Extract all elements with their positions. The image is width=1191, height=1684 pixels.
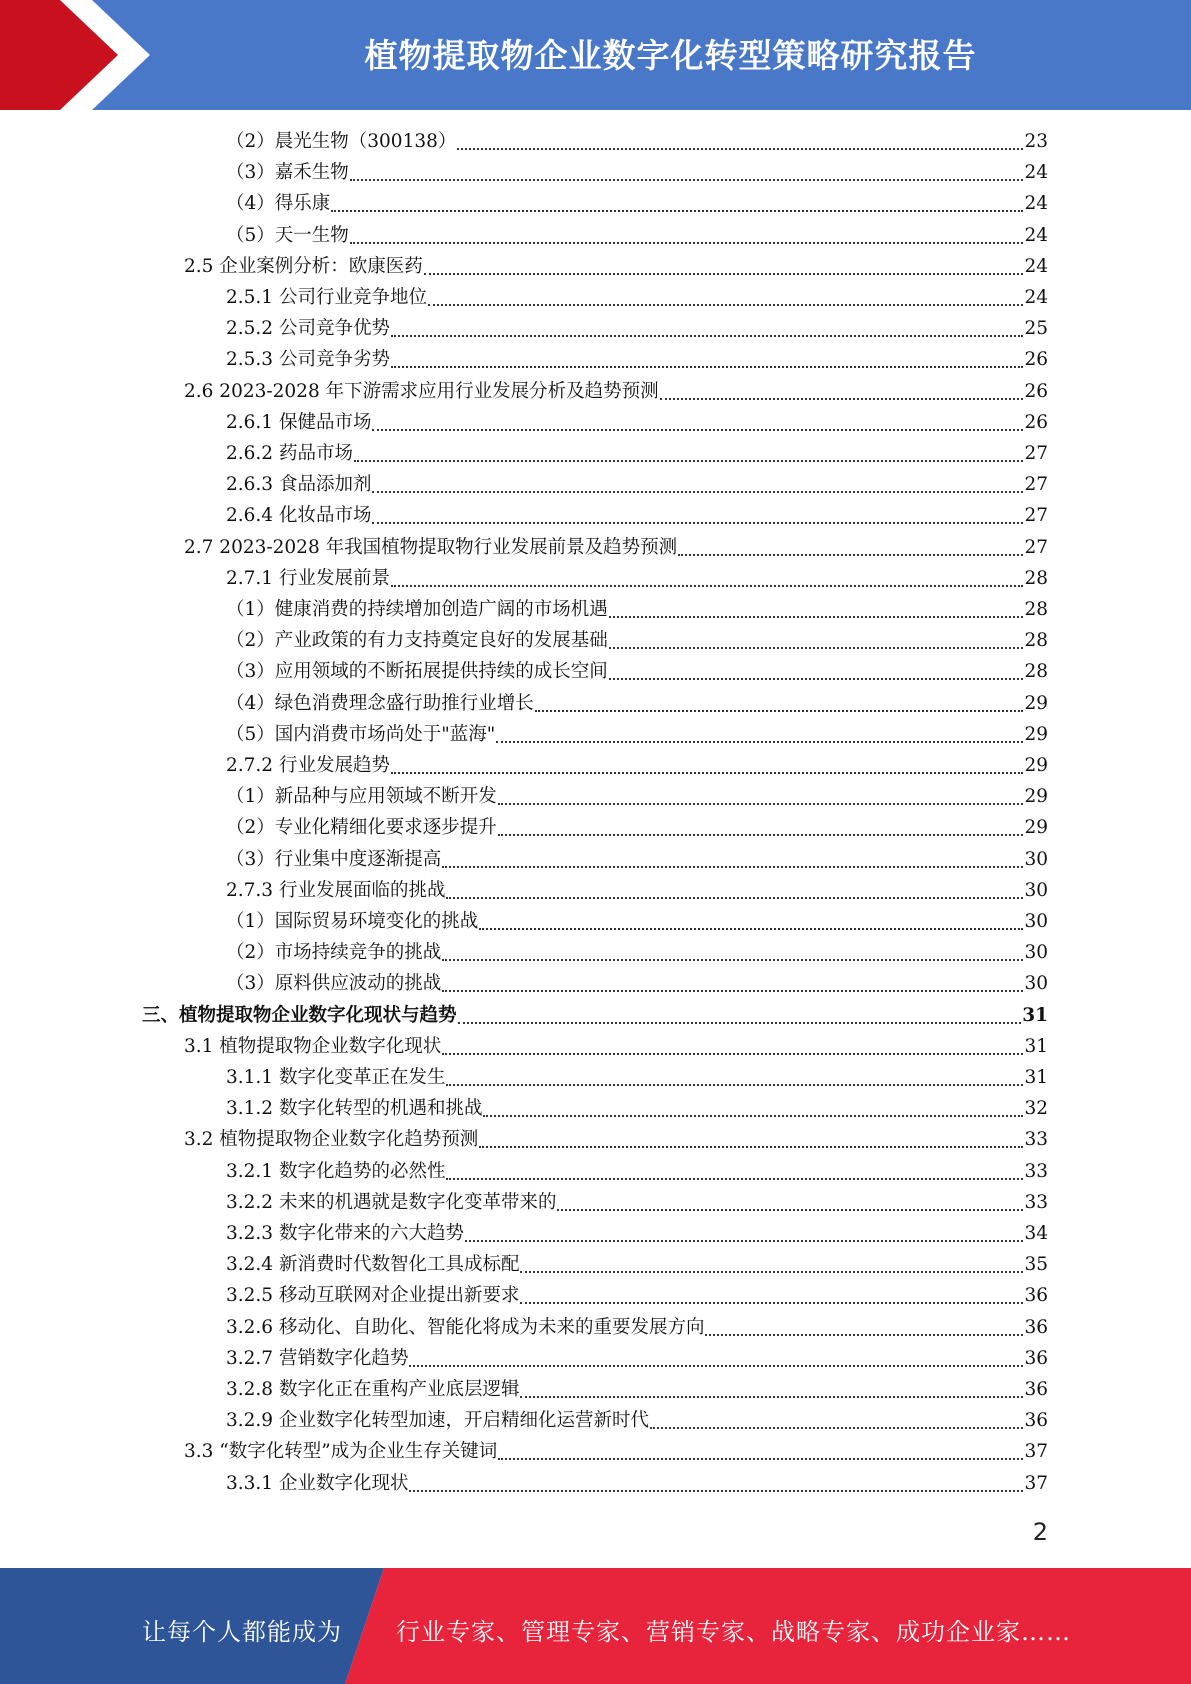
toc-entry-page: 33 bbox=[1024, 1191, 1048, 1213]
toc-entry[interactable] bbox=[226, 1188, 1048, 1218]
toc-dot-leader bbox=[520, 1302, 1023, 1304]
toc-entry-title: 2.5 企业案例分析：欧康医药 bbox=[184, 255, 423, 277]
toc-entry-title: 2.5.2 公司竞争优势 bbox=[226, 318, 390, 340]
toc-entry[interactable] bbox=[226, 1250, 1048, 1280]
toc-entry[interactable] bbox=[226, 751, 1048, 781]
toc-entry[interactable] bbox=[226, 501, 1048, 531]
toc-entry[interactable] bbox=[226, 1469, 1048, 1499]
toc-entry-title: 2.6.4 化妆品市场 bbox=[226, 505, 372, 527]
toc-dot-leader bbox=[496, 741, 1023, 743]
toc-entry-page: 29 bbox=[1024, 692, 1048, 714]
toc-entry-title: 2.6.3 食品添加剂 bbox=[226, 474, 372, 496]
toc-dot-leader bbox=[391, 335, 1023, 337]
toc-dot-leader bbox=[442, 866, 1023, 868]
toc-dot-leader bbox=[424, 273, 1024, 275]
toc-entry[interactable] bbox=[226, 283, 1048, 313]
toc-entry[interactable] bbox=[226, 1094, 1048, 1124]
toc-entry[interactable] bbox=[226, 782, 1048, 812]
toc-dot-leader bbox=[446, 897, 1023, 899]
toc-dot-leader bbox=[498, 1458, 1023, 1460]
toc-dot-leader bbox=[465, 1240, 1023, 1242]
toc-entry-page: 36 bbox=[1024, 1316, 1048, 1338]
toc-entry[interactable] bbox=[184, 252, 1048, 282]
toc-entry[interactable] bbox=[226, 345, 1048, 375]
toc-entry[interactable] bbox=[226, 1313, 1048, 1343]
toc-dot-leader bbox=[498, 834, 1024, 836]
toc-dot-leader bbox=[372, 429, 1023, 431]
toc-dot-leader bbox=[350, 242, 1024, 244]
toc-entry-page: 36 bbox=[1024, 1347, 1048, 1369]
toc-entry-page: 27 bbox=[1024, 474, 1048, 496]
toc-entry-page: 32 bbox=[1024, 1098, 1048, 1120]
toc-entry-title: 3.2.4 新消费时代数智化工具成标配 bbox=[226, 1254, 520, 1276]
toc-dot-leader bbox=[442, 990, 1023, 992]
toc-dot-leader bbox=[350, 179, 1024, 181]
toc-entry-page: 29 bbox=[1024, 723, 1048, 745]
toc-entry-page: 27 bbox=[1024, 505, 1048, 527]
toc-entry-title: 2.7.2 行业发展趋势 bbox=[226, 755, 390, 776]
toc-dot-leader bbox=[409, 1365, 1023, 1367]
footer-slogan-left: 让每个人都能成为 bbox=[142, 1618, 342, 1646]
toc-entry-title: 3.2.9 企业数字化转型加速，开启精细化运营新时代 bbox=[226, 1410, 649, 1432]
toc-entry-title: 2.6.2 药品市场 bbox=[226, 443, 353, 464]
toc-entry[interactable] bbox=[226, 876, 1048, 906]
toc-dot-leader bbox=[446, 1178, 1023, 1180]
toc-dot-leader bbox=[446, 1084, 1023, 1086]
toc-entry-page: 28 bbox=[1024, 661, 1048, 683]
toc-dot-leader bbox=[660, 398, 1024, 400]
toc-entry-title: （1）新品种与应用领域不断开发 bbox=[226, 786, 497, 808]
toc-entry[interactable] bbox=[226, 189, 1048, 219]
toc-dot-leader bbox=[479, 1146, 1023, 1148]
toc-dot-leader bbox=[457, 148, 1023, 150]
toc-dot-leader bbox=[409, 1490, 1023, 1492]
toc-entry-title: （4）绿色消费理念盛行助推行业增长 bbox=[226, 692, 534, 714]
toc-entry[interactable] bbox=[226, 938, 1048, 968]
toc-entry[interactable] bbox=[226, 969, 1048, 999]
toc-entry-title: 3.2.3 数字化带来的六大趋势 bbox=[226, 1223, 464, 1244]
toc-entry[interactable] bbox=[226, 720, 1048, 750]
toc-dot-leader bbox=[498, 803, 1024, 805]
toc-entry[interactable] bbox=[184, 533, 1048, 563]
toc-dot-leader bbox=[442, 1053, 1023, 1055]
toc-dot-leader bbox=[535, 710, 1024, 712]
toc-entry-page: 36 bbox=[1024, 1285, 1048, 1307]
toc-entry-page: 27 bbox=[1024, 536, 1048, 558]
toc-entry-title: （1）国际贸易环境变化的挑战 bbox=[226, 911, 479, 932]
toc-dot-leader bbox=[520, 1271, 1023, 1273]
toc-entry[interactable] bbox=[184, 1032, 1048, 1062]
toc-entry[interactable] bbox=[184, 377, 1048, 407]
toc-entry-title: 2.7.3 行业发展面临的挑战 bbox=[226, 879, 446, 901]
toc-entry-title: 2.6 2023-2028 年下游需求应用行业发展分析及趋势预测 bbox=[184, 380, 659, 402]
toc-entry-page: 27 bbox=[1024, 443, 1048, 464]
toc-entry-page: 37 bbox=[1024, 1441, 1048, 1463]
toc-entry-page: 26 bbox=[1024, 380, 1048, 402]
toc-entry-title: （3）原料供应波动的挑战 bbox=[226, 973, 442, 995]
toc-entry-title: （2）产业政策的有力支持奠定良好的发展基础 bbox=[226, 630, 608, 652]
toc-entry[interactable] bbox=[226, 1281, 1048, 1311]
toc-dot-leader bbox=[372, 522, 1023, 524]
toc-dot-leader bbox=[458, 1022, 1022, 1024]
toc-entry-title: 2.7.1 行业发展前景 bbox=[226, 567, 390, 589]
toc-entry[interactable] bbox=[226, 564, 1048, 594]
toc-entry[interactable] bbox=[226, 127, 1048, 157]
toc-entry-page: 24 bbox=[1024, 162, 1048, 184]
toc-dot-leader bbox=[442, 959, 1023, 961]
toc-dot-leader bbox=[428, 304, 1023, 306]
toc-entry-page: 35 bbox=[1024, 1254, 1048, 1276]
toc-entry-title: （5）国内消费市场尚处于"蓝海" bbox=[226, 723, 496, 745]
toc-entry-page: 31 bbox=[1022, 1004, 1048, 1026]
toc-dot-leader bbox=[678, 554, 1023, 556]
toc-entry-title: 3.2.5 移动互联网对企业提出新要求 bbox=[226, 1285, 520, 1307]
toc-dot-leader bbox=[557, 1209, 1023, 1211]
toc-entry[interactable] bbox=[184, 1437, 1048, 1467]
toc-entry[interactable] bbox=[184, 1125, 1048, 1155]
toc-dot-leader bbox=[650, 1427, 1023, 1429]
toc-dot-leader bbox=[372, 491, 1023, 493]
toc-entry-page: 30 bbox=[1024, 911, 1048, 932]
toc-entry-page: 36 bbox=[1024, 1379, 1048, 1400]
toc-entry-title: 3.3.1 企业数字化现状 bbox=[226, 1472, 409, 1494]
toc-entry-page: 24 bbox=[1024, 193, 1048, 215]
toc-entry-title: 3.2.8 数字化正在重构产业底层逻辑 bbox=[226, 1379, 520, 1400]
toc-entry-page: 31 bbox=[1024, 1067, 1048, 1088]
toc-entry[interactable] bbox=[226, 907, 1048, 937]
toc-entry-page: 30 bbox=[1024, 973, 1048, 995]
toc-entry[interactable] bbox=[226, 813, 1048, 843]
toc-entry[interactable] bbox=[226, 595, 1048, 625]
toc-entry[interactable] bbox=[226, 626, 1048, 656]
toc-entry-title: （1）健康消费的持续增加创造广阔的市场机遇 bbox=[226, 599, 608, 620]
toc-entry[interactable] bbox=[226, 1375, 1048, 1405]
toc-entry-page: 36 bbox=[1024, 1410, 1048, 1432]
toc-entry-page: 30 bbox=[1024, 848, 1048, 870]
report-title: 植物提取物企业数字化转型策略研究报告 bbox=[364, 36, 977, 75]
toc-entry-title: 2.6.1 保健品市场 bbox=[226, 411, 372, 433]
toc-dot-leader bbox=[354, 460, 1024, 462]
toc-entry[interactable] bbox=[226, 221, 1048, 251]
toc-entry-title: 3.2.7 营销数字化趋势 bbox=[226, 1347, 409, 1369]
toc-entry-page: 24 bbox=[1024, 287, 1048, 308]
toc-entry-title: 3.1.2 数字化转型的机遇和挑战 bbox=[226, 1098, 483, 1120]
footer-band bbox=[0, 1568, 1191, 1684]
toc-entry-title: 3.2.1 数字化趋势的必然性 bbox=[226, 1160, 446, 1182]
toc-entry-title: 2.5.3 公司竞争劣势 bbox=[226, 349, 390, 371]
toc-entry-page: 37 bbox=[1024, 1472, 1048, 1494]
toc-entry[interactable] bbox=[226, 408, 1048, 438]
toc-entry[interactable] bbox=[226, 1406, 1048, 1436]
toc-entry-title: （2）晨光生物（300138） bbox=[226, 131, 457, 152]
toc-entry[interactable] bbox=[226, 1063, 1048, 1093]
toc-dot-leader bbox=[391, 772, 1023, 774]
toc-entry-page: 29 bbox=[1024, 786, 1048, 808]
toc-entry-page: 26 bbox=[1024, 349, 1048, 371]
toc-entry-page: 24 bbox=[1024, 224, 1048, 246]
toc-entry-title: 2.5.1 公司行业竞争地位 bbox=[226, 287, 427, 308]
toc-entry-title: （3）行业集中度逐渐提高 bbox=[226, 848, 442, 870]
toc-entry-page: 28 bbox=[1024, 630, 1048, 652]
toc-entry-title: （2）市场持续竞争的挑战 bbox=[226, 942, 442, 964]
toc-dot-leader bbox=[483, 1115, 1023, 1117]
toc-dot-leader bbox=[705, 1334, 1023, 1336]
toc-entry-title: （3）嘉禾生物 bbox=[226, 162, 349, 184]
toc-entry[interactable] bbox=[226, 314, 1048, 344]
toc-dot-leader bbox=[609, 616, 1024, 618]
toc-entry[interactable] bbox=[226, 845, 1048, 875]
toc-dot-leader bbox=[609, 647, 1024, 649]
toc-entry-title: 3.1.1 数字化变革正在发生 bbox=[226, 1067, 446, 1088]
toc-entry[interactable] bbox=[226, 1219, 1048, 1249]
footer-slogan-right: 行业专家、管理专家、营销专家、战略专家、成功企业家…… bbox=[396, 1618, 1071, 1646]
toc-entry-title: （4）得乐康 bbox=[226, 193, 331, 215]
toc-entry-title: 3.1 植物提取物企业数字化现状 bbox=[184, 1035, 442, 1057]
toc-entry-page: 29 bbox=[1024, 817, 1048, 839]
toc-entry-title: 3.2 植物提取物企业数字化趋势预测 bbox=[184, 1129, 479, 1151]
toc-entry-page: 28 bbox=[1024, 599, 1048, 620]
toc-entry-page: 33 bbox=[1024, 1129, 1048, 1151]
toc-entry[interactable] bbox=[226, 1157, 1048, 1187]
toc-entry-title: 3.2.6 移动化、自助化、智能化将成为未来的重要发展方向 bbox=[226, 1316, 705, 1338]
toc-dot-leader bbox=[479, 928, 1023, 930]
toc-dot-leader bbox=[331, 210, 1023, 212]
toc-dot-leader bbox=[391, 585, 1023, 587]
toc-entry-page: 30 bbox=[1024, 879, 1048, 901]
toc-dot-leader bbox=[609, 678, 1024, 680]
toc-entry-page: 34 bbox=[1024, 1223, 1048, 1244]
toc-entry[interactable] bbox=[142, 1001, 1048, 1031]
toc-entry[interactable] bbox=[226, 657, 1048, 687]
toc-entry[interactable] bbox=[226, 158, 1048, 188]
toc-entry-page: 28 bbox=[1024, 567, 1048, 589]
toc-entry-page: 30 bbox=[1024, 942, 1048, 964]
toc-entry[interactable] bbox=[226, 439, 1048, 469]
page-number: 2 bbox=[1032, 1518, 1048, 1546]
toc-entry-title: 2.7 2023-2028 年我国植物提取物行业发展前景及趋势预测 bbox=[184, 536, 678, 558]
toc-dot-leader bbox=[520, 1396, 1023, 1398]
toc-entry-title: 3.2.2 未来的机遇就是数字化变革带来的 bbox=[226, 1191, 557, 1213]
header-band bbox=[0, 0, 1191, 110]
toc-entry-page: 33 bbox=[1024, 1160, 1048, 1182]
toc-entry-title: （5）天一生物 bbox=[226, 224, 349, 246]
toc-entry-page: 31 bbox=[1024, 1035, 1048, 1057]
toc-entry-page: 25 bbox=[1024, 318, 1048, 340]
toc-entry-title: （3）应用领域的不断拓展提供持续的成长空间 bbox=[226, 661, 608, 683]
toc-dot-leader bbox=[391, 366, 1023, 368]
toc-entry-page: 24 bbox=[1024, 255, 1048, 277]
toc-entry-title: （2）专业化精细化要求逐步提升 bbox=[226, 817, 497, 839]
toc-entry[interactable] bbox=[226, 689, 1048, 719]
toc-entry[interactable] bbox=[226, 1344, 1048, 1374]
toc-entry-page: 26 bbox=[1024, 411, 1048, 433]
toc-entry-title: 三、植物提取物企业数字化现状与趋势 bbox=[142, 1004, 457, 1026]
toc-entry[interactable] bbox=[226, 470, 1048, 500]
toc-entry-title: 3.3 “数字化转型”成为企业生存关键词 bbox=[184, 1441, 498, 1463]
toc-entry-page: 29 bbox=[1024, 755, 1048, 776]
toc-entry-page: 23 bbox=[1024, 131, 1048, 152]
